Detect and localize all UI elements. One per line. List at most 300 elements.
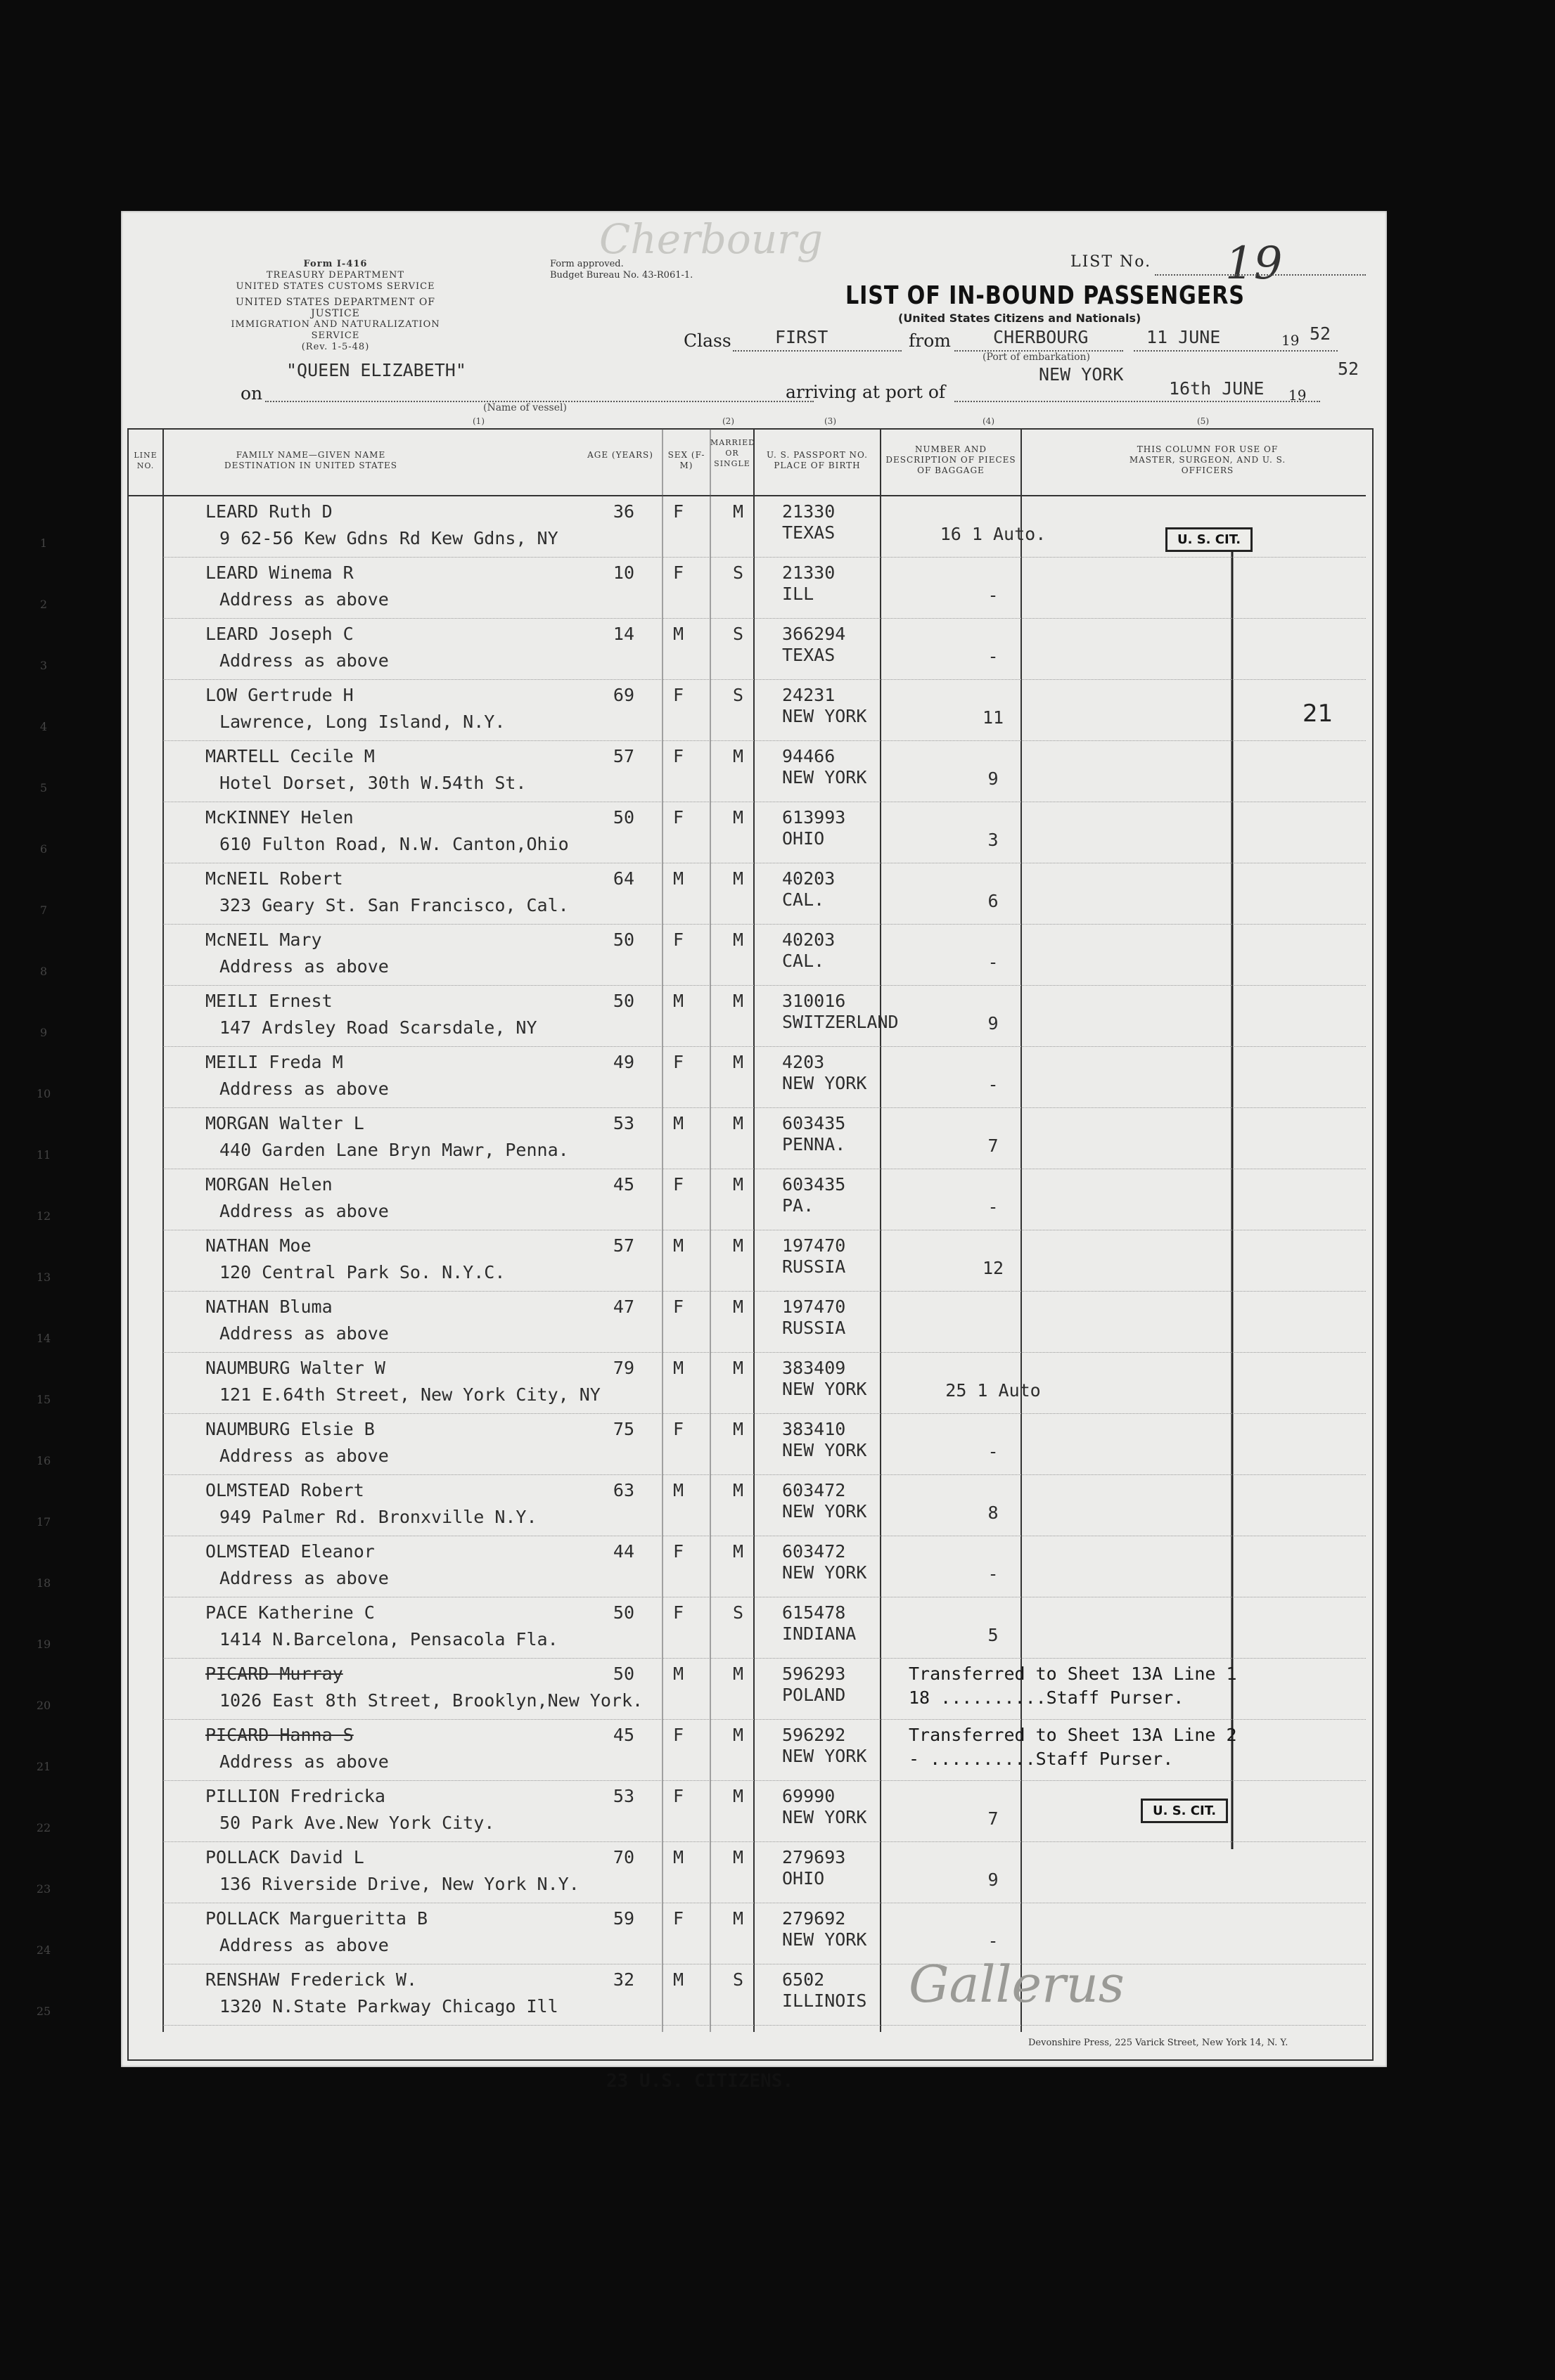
passenger-name: NATHAN Moe [205, 1235, 312, 1256]
passenger-age: 32 [613, 1969, 634, 1990]
passenger-marital-status: S [733, 1969, 744, 1990]
passport-and-birthplace [782, 1419, 866, 1461]
form-approved: Form approved. [550, 259, 624, 269]
passport-and-birthplace [782, 1908, 866, 1950]
transfer-remark: Transferred to Sheet 13A Line 2 [909, 1725, 1237, 1745]
passenger-row [36, 1719, 1260, 1777]
passenger-row [36, 1597, 1260, 1655]
col-head-name: FAMILY NAME—GIVEN NAME DESTINATION IN UNITED STATES [224, 450, 397, 470]
line-number: 20 [36, 1699, 51, 1712]
place-of-birth: NEW YORK [782, 706, 867, 726]
year2-prefix: 19 [1288, 387, 1307, 404]
passport-number: 197470 [782, 1297, 846, 1317]
row-divider [163, 618, 1366, 619]
passenger-marital-status: M [733, 991, 744, 1011]
passenger-row [36, 1841, 1260, 1900]
place-of-birth: POLAND [782, 1685, 846, 1705]
baggage-description: 7 [987, 1808, 999, 1829]
passenger-sex: F [673, 685, 684, 705]
transfer-remark-signoff: 18 ..........Staff Purser. [909, 1687, 1184, 1708]
line-number: 22 [36, 1821, 51, 1834]
passenger-row [39, 679, 1260, 738]
passport-number: 615478 [782, 1602, 846, 1623]
passenger-row [39, 924, 1260, 982]
col-head-baggage: NUMBER AND DESCRIPTION OF PIECES OF BAGGAGE [885, 444, 1016, 475]
vessel-caption: (Name of vessel) [483, 402, 567, 413]
passenger-row [39, 802, 1260, 860]
place-of-birth: NEW YORK [782, 1929, 867, 1950]
baggage-description: 16 1 Auto. [940, 524, 1047, 544]
passenger-marital-status: M [733, 1052, 744, 1072]
place-of-birth: NEW YORK [782, 1562, 867, 1583]
baggage-description: 9 [987, 1870, 999, 1890]
col-num-5: (5) [1197, 416, 1209, 426]
passenger-marital-status: M [733, 807, 744, 828]
place-of-birth: CAL. [782, 951, 825, 971]
baggage-description: - [987, 585, 999, 605]
place-of-birth: CAL. [782, 889, 825, 910]
passenger-address: 1320 N.State Parkway Chicago Ill [219, 1996, 558, 2016]
passport-number: 603472 [782, 1480, 846, 1500]
line-number: 8 [39, 965, 48, 978]
passenger-address: 147 Ardsley Road Scarsdale, NY [219, 1017, 537, 1038]
line-number: 23 [36, 1882, 51, 1896]
passport-number: 94466 [782, 746, 836, 766]
passenger-sex: F [673, 1725, 684, 1745]
passport-number: 383409 [782, 1358, 846, 1378]
row-divider [163, 557, 1366, 558]
passenger-age: 53 [613, 1113, 634, 1133]
place-of-birth: NEW YORK [782, 1073, 867, 1093]
line-number: 15 [36, 1393, 51, 1406]
passenger-marital-status: M [733, 1235, 744, 1256]
passenger-address: Address as above [219, 1323, 389, 1344]
passenger-age: 57 [613, 1235, 634, 1256]
passenger-age: 14 [613, 624, 634, 644]
col-head-officers: THIS COLUMN FOR USE OF MASTER, SURGEON, AND U. S. OFFICERS [1129, 444, 1286, 475]
line-number: 17 [36, 1515, 51, 1529]
passenger-sex: F [673, 1908, 684, 1929]
passenger-address: 440 Garden Lane Bryn Mawr, Penna. [219, 1140, 569, 1160]
passenger-address: Address as above [219, 650, 389, 671]
line-number: 3 [39, 659, 48, 672]
baggage-description: 6 [987, 891, 999, 911]
passenger-sex: M [673, 1358, 684, 1378]
passenger-address: Address as above [219, 1446, 389, 1466]
passenger-row [36, 1658, 1260, 1716]
customs-service: UNITED STATES CUSTOMS SERVICE [236, 281, 435, 292]
place-of-birth: OHIO [782, 1868, 825, 1889]
passenger-name: MEILI Freda M [205, 1052, 343, 1072]
passport-number: 603472 [782, 1541, 846, 1562]
class-label: Class [684, 330, 731, 351]
passport-and-birthplace [782, 930, 835, 972]
from-value: CHERBOURG [993, 327, 1089, 347]
row-divider [163, 1474, 1366, 1475]
passenger-marital-status: M [733, 1297, 744, 1317]
place-of-birth: TEXAS [782, 645, 836, 665]
place-of-birth: RUSSIA [782, 1256, 846, 1277]
line-number: 6 [39, 842, 48, 856]
year-prefix: 19 [1281, 332, 1300, 349]
baggage-description: 5 [987, 1625, 999, 1645]
passenger-age: 50 [613, 1664, 634, 1684]
passenger-name: LEARD Winema R [205, 562, 354, 583]
passenger-age: 70 [613, 1847, 634, 1867]
document-title: LIST OF IN-BOUND PASSENGERS [845, 281, 1245, 310]
passenger-name: LEARD Ruth D [205, 501, 333, 522]
baggage-description: - [987, 1074, 999, 1095]
row-divider [163, 1413, 1366, 1414]
document-subtitle: (United States Citizens and Nationals) [898, 311, 1141, 325]
baggage-description: - [987, 1441, 999, 1462]
passenger-name: OLMSTEAD Robert [205, 1480, 364, 1500]
transfer-remark: Transferred to Sheet 13A Line 1 [909, 1664, 1237, 1684]
revision: (Rev. 1-5-48) [301, 342, 370, 352]
passenger-list-sheet [36, 211, 1387, 2092]
passport-and-birthplace [782, 1602, 856, 1645]
passport-number: 279693 [782, 1847, 846, 1867]
passenger-address: 121 E.64th Street, New York City, NY [219, 1384, 601, 1405]
place-of-birth: NEW YORK [782, 1440, 867, 1460]
baggage-description: 25 1 Auto [945, 1380, 1041, 1401]
passenger-sex: M [673, 624, 684, 644]
passport-and-birthplace [782, 1052, 866, 1094]
passenger-address: 136 Riverside Drive, New York N.Y. [219, 1874, 580, 1894]
passport-and-birthplace [782, 1725, 866, 1767]
list-number: 19 [1225, 238, 1283, 290]
passenger-sex: F [673, 1541, 684, 1562]
passenger-sex: F [673, 501, 684, 522]
line-number: 9 [39, 1026, 48, 1039]
passenger-row [36, 1291, 1260, 1349]
passenger-address: 1414 N.Barcelona, Pensacola Fla. [219, 1629, 558, 1649]
col-head-age: AGE (YEARS) [587, 450, 653, 460]
place-of-birth: NEW YORK [782, 1807, 867, 1827]
passenger-marital-status: M [733, 1541, 744, 1562]
passport-and-birthplace [782, 1235, 845, 1278]
passport-and-birthplace [782, 746, 866, 788]
passenger-name: POLLACK David L [205, 1847, 364, 1867]
passenger-name: MORGAN Walter L [205, 1113, 364, 1133]
passenger-name: PACE Katherine C [205, 1602, 375, 1623]
arrival-port: NEW YORK [1039, 364, 1124, 385]
row-divider [163, 2025, 1366, 2026]
passenger-marital-status: M [733, 1419, 744, 1439]
passenger-name: RENSHAW Frederick W. [205, 1969, 418, 1990]
col-num-4: (4) [983, 416, 994, 426]
passenger-address: Address as above [219, 1935, 389, 1955]
passenger-row [36, 1536, 1260, 1594]
passport-number: 40203 [782, 930, 836, 950]
passport-number: 21330 [782, 562, 836, 583]
passport-number: 40203 [782, 868, 836, 889]
passenger-row [39, 496, 1260, 554]
passenger-row [39, 863, 1260, 921]
passport-and-birthplace [782, 1541, 866, 1583]
row-divider [163, 1719, 1366, 1720]
line-number: 13 [36, 1271, 51, 1284]
baggage-description: 11 [982, 707, 1004, 728]
margin-count: 21 [1303, 700, 1333, 728]
row-divider [163, 1291, 1366, 1292]
passport-and-birthplace [782, 1664, 845, 1706]
passenger-marital-status: M [733, 1664, 744, 1684]
passport-number: 6502 [782, 1969, 825, 1990]
passenger-marital-status: S [733, 685, 744, 705]
line-number: 24 [36, 1943, 51, 1957]
col-head-line: LINE NO. [134, 451, 158, 470]
baggage-description: 3 [987, 830, 999, 850]
passenger-sex: M [673, 1235, 684, 1256]
row-divider [163, 1046, 1366, 1047]
line-number: 25 [36, 2005, 51, 2018]
passport-number: 596293 [782, 1664, 846, 1684]
baggage-description: - [987, 1197, 999, 1217]
passenger-age: 53 [613, 1786, 634, 1806]
baggage-description: - [987, 646, 999, 667]
line-number: 10 [36, 1087, 51, 1100]
passport-number: 603435 [782, 1174, 846, 1195]
passport-and-birthplace [782, 562, 835, 605]
passenger-name: McNEIL Mary [205, 930, 322, 950]
place-of-birth: RUSSIA [782, 1318, 846, 1338]
passenger-sex: M [673, 1847, 684, 1867]
passenger-name: NAUMBURG Elsie B [205, 1419, 375, 1439]
passenger-sex: F [673, 1297, 684, 1317]
passenger-sex: F [673, 1602, 684, 1623]
passport-number: 310016 [782, 991, 846, 1011]
baggage-description: - [987, 1564, 999, 1584]
passenger-name: PICARD Hanna S [205, 1725, 354, 1745]
passenger-address: 120 Central Park So. N.Y.C. [219, 1262, 506, 1282]
passenger-sex: M [673, 991, 684, 1011]
passenger-marital-status: M [733, 1113, 744, 1133]
passenger-address: Lawrence, Long Island, N.Y. [219, 712, 506, 732]
passenger-marital-status: M [733, 1480, 744, 1500]
passenger-marital-status: M [733, 501, 744, 522]
from-label: from [909, 330, 951, 351]
passenger-address: 9 62-56 Kew Gdns Rd Kew Gdns, NY [219, 528, 558, 548]
passenger-sex: F [673, 1052, 684, 1072]
signature: Gallerus [909, 1955, 1125, 2014]
passport-number: 21330 [782, 501, 836, 522]
passport-number: 366294 [782, 624, 846, 644]
passport-number: 383410 [782, 1419, 846, 1439]
passport-number: 197470 [782, 1235, 846, 1256]
passport-and-birthplace [782, 1847, 845, 1889]
passenger-age: 59 [613, 1908, 634, 1929]
row-divider [163, 1352, 1366, 1353]
passenger-row [39, 618, 1260, 676]
passenger-row [39, 557, 1260, 615]
passenger-sex: F [673, 1786, 684, 1806]
on-label: on [241, 383, 263, 404]
col-head-passport: U. S. PASSPORT NO. PLACE OF BIRTH [767, 450, 868, 470]
passenger-sex: F [673, 746, 684, 766]
passenger-age: 63 [613, 1480, 634, 1500]
form-number: Form I-416 [303, 259, 368, 269]
passenger-marital-status: S [733, 624, 744, 644]
passenger-row [36, 1169, 1260, 1227]
passenger-marital-status: M [733, 1786, 744, 1806]
place-of-birth: OHIO [782, 828, 825, 849]
line-number: 4 [39, 720, 48, 733]
passport-number: 69990 [782, 1786, 836, 1806]
passenger-sex: M [673, 1969, 684, 1990]
passenger-sex: F [673, 930, 684, 950]
line-number: 1 [39, 536, 48, 550]
passenger-marital-status: M [733, 746, 744, 766]
row-divider [163, 740, 1366, 741]
arrival-date: 16th JUNE [1169, 378, 1265, 399]
passenger-row [36, 1780, 1260, 1839]
passenger-age: 50 [613, 1602, 634, 1623]
passport-and-birthplace [782, 1480, 866, 1522]
place-of-birth: NEW YORK [782, 1746, 867, 1766]
budget-bureau: Budget Bureau No. 43-R061-1. [550, 270, 693, 281]
passenger-marital-status: M [733, 1174, 744, 1195]
passenger-name: MORGAN Helen [205, 1174, 333, 1195]
passenger-address: Address as above [219, 956, 389, 977]
line-number: 14 [36, 1332, 51, 1345]
passenger-marital-status: S [733, 1602, 744, 1623]
passenger-address: 323 Geary St. San Francisco, Cal. [219, 895, 569, 915]
passport-number: 603435 [782, 1113, 846, 1133]
passenger-sex: M [673, 1480, 684, 1500]
place-of-birth: NEW YORK [782, 767, 867, 787]
passenger-sex: F [673, 1174, 684, 1195]
passenger-address: Address as above [219, 589, 389, 610]
citizen-total: 23 U.S. CITIZENS. [606, 2071, 794, 2092]
passenger-marital-status: M [733, 1908, 744, 1929]
passenger-sex: F [673, 1419, 684, 1439]
passport-and-birthplace [782, 1358, 866, 1400]
passenger-row [36, 1046, 1260, 1105]
passenger-age: 49 [613, 1052, 634, 1072]
row-divider [163, 679, 1366, 680]
passenger-address: 949 Palmer Rd. Bronxville N.Y. [219, 1507, 537, 1527]
passenger-marital-status: M [733, 1358, 744, 1378]
passenger-address: 610 Fulton Road, N.W. Canton,Ohio [219, 834, 569, 854]
baggage-description: - [987, 952, 999, 972]
handwritten-port-note: Cherbourg [599, 215, 824, 263]
transfer-remark-signoff: - ..........Staff Purser. [909, 1749, 1174, 1769]
passenger-age: 79 [613, 1358, 634, 1378]
line-number: 2 [39, 598, 48, 611]
passenger-row [36, 1107, 1260, 1166]
justice-dept: UNITED STATES DEPARTMENT OF JUSTICE [235, 297, 436, 319]
place-of-birth: TEXAS [782, 522, 836, 543]
passenger-name: PICARD Murray [205, 1664, 343, 1684]
passenger-address: Hotel Dorset, 30th W.54th St. [219, 773, 527, 793]
passport-and-birthplace [782, 1969, 866, 2012]
passenger-address: 1026 East 8th Street, Brooklyn,New York. [219, 1690, 644, 1711]
passenger-row [36, 1413, 1260, 1472]
baggage-description: 12 [982, 1258, 1004, 1278]
passenger-age: 69 [613, 685, 634, 705]
passenger-row [39, 740, 1260, 799]
passenger-age: 45 [613, 1725, 634, 1745]
passenger-name: LEARD Joseph C [205, 624, 354, 644]
passenger-row [36, 1230, 1260, 1288]
passenger-name: NAUMBURG Walter W [205, 1358, 385, 1378]
baggage-description: 9 [987, 768, 999, 789]
passport-and-birthplace [782, 807, 845, 849]
port-embarkation-caption: (Port of embarkation) [983, 352, 1090, 363]
passenger-address: Address as above [219, 1751, 389, 1772]
passenger-name: POLLACK Margueritta B [205, 1908, 428, 1929]
passenger-age: 50 [613, 991, 634, 1011]
passport-and-birthplace [782, 1113, 845, 1155]
passport-and-birthplace [782, 1297, 845, 1339]
list-no-label: LIST No. [1070, 253, 1152, 271]
passport-number: 279692 [782, 1908, 846, 1929]
passenger-sex: M [673, 868, 684, 889]
passenger-marital-status: M [733, 930, 744, 950]
passport-and-birthplace [782, 1786, 866, 1828]
line-number: 21 [36, 1760, 51, 1773]
passenger-name: OLMSTEAD Eleanor [205, 1541, 375, 1562]
passenger-address: Address as above [219, 1568, 389, 1588]
baggage-description: 8 [987, 1503, 999, 1523]
passenger-row [36, 1474, 1260, 1533]
place-of-birth: PA. [782, 1195, 814, 1216]
printer-imprint: Devonshire Press, 225 Varick Street, New York 14, N. Y. [1028, 2038, 1288, 2048]
line-number: 7 [39, 903, 48, 917]
passenger-sex: M [673, 1113, 684, 1133]
passenger-name: MEILI Ernest [205, 991, 333, 1011]
place-of-birth: NEW YORK [782, 1379, 867, 1399]
passenger-age: 10 [613, 562, 634, 583]
passenger-sex: F [673, 807, 684, 828]
passenger-age: 36 [613, 501, 634, 522]
passport-and-birthplace [782, 501, 835, 543]
col-head-sex: SEX (F-M) [667, 450, 705, 470]
passenger-address: 50 Park Ave.New York City. [219, 1813, 495, 1833]
vessel-name: "QUEEN ELIZABETH" [286, 360, 466, 380]
col-num-1: (1) [473, 416, 485, 426]
line-number: 18 [36, 1576, 51, 1590]
passport-and-birthplace [782, 868, 835, 911]
passenger-row [36, 1903, 1260, 1961]
place-of-birth: NEW YORK [782, 1501, 867, 1522]
passenger-name: PILLION Fredricka [205, 1786, 385, 1806]
passenger-marital-status: M [733, 1725, 744, 1745]
line-number: 11 [36, 1148, 51, 1162]
passenger-row [39, 985, 1260, 1043]
baggage-description: - [987, 1931, 999, 1951]
passenger-name: MARTELL Cecile M [205, 746, 375, 766]
passenger-marital-status: M [733, 1847, 744, 1867]
line-number: 19 [36, 1638, 51, 1651]
baggage-description: 7 [987, 1136, 999, 1156]
place-of-birth: ILL [782, 584, 814, 604]
passenger-marital-status: M [733, 868, 744, 889]
year-value: 52 [1310, 323, 1331, 344]
line-number: 5 [39, 781, 48, 795]
row-divider [163, 1780, 1366, 1781]
passenger-age: 44 [613, 1541, 634, 1562]
passenger-address: Address as above [219, 1079, 389, 1099]
arriving-label: arriving at port of [786, 382, 946, 402]
date-value: 11 JUNE [1146, 327, 1221, 347]
passport-and-birthplace [782, 685, 866, 727]
place-of-birth: SWITZERLAND [782, 1012, 899, 1032]
us-citizen-stamp: U. S. CIT. [1141, 1799, 1228, 1823]
row-divider [163, 924, 1366, 925]
passenger-age: 75 [613, 1419, 634, 1439]
